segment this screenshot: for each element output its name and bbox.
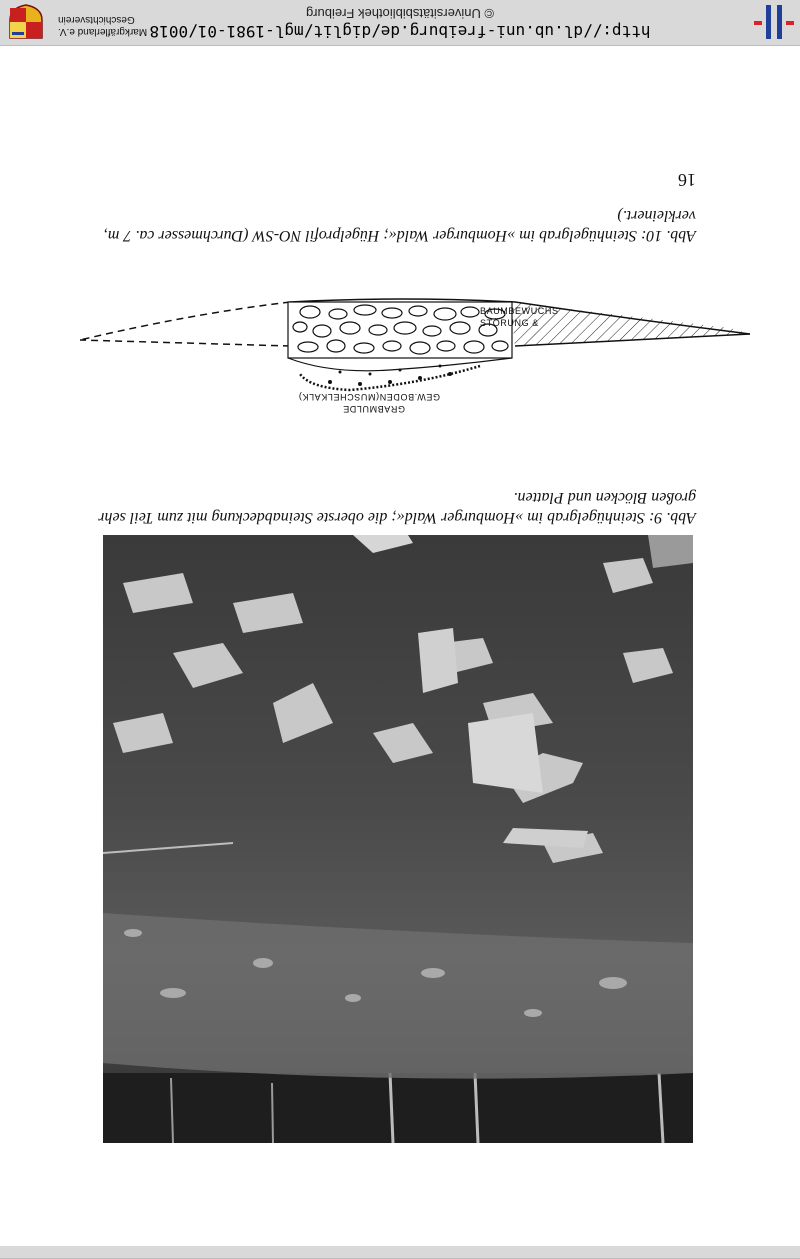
page-number: 16 — [678, 170, 696, 190]
library-footer-banner — [0, 0, 800, 46]
previous-page-banner — [0, 1246, 800, 1259]
society-name-line1: Markgräflerland e.V. — [58, 26, 148, 37]
digital-copy-url-link[interactable]: http://dl.ub.uni-freiburg.de/diglit/mgl-1981-01/0018 — [149, 22, 651, 41]
figure-9-caption: Abb. 9: Steinhügelgrab im »Homburger Wald«; die oberste Steinabdeckung mit zum Teil sehr großen Blöcken und Platten. — [98, 489, 696, 526]
society-name — [58, 13, 147, 37]
label-stoerung-line2: BAUMBEWUCHS — [480, 306, 559, 316]
figure-10-caption: Abb. 10: Steinhügelgrab im »Homburger Wald«; Hügelprofil NO-SW (Durchmesser ca. 7 m, verkleinert.) — [103, 207, 696, 244]
excavation-photo — [103, 535, 693, 1143]
coat-of-arms-icon — [8, 4, 44, 40]
label-grabmulde: GRABMULDE — [342, 404, 405, 414]
burial-mound-profile-diagram — [50, 274, 750, 414]
society-name-line2: Geschichtsverein — [58, 14, 135, 25]
label-stoerung-line1: STÖRUNG & — [480, 318, 539, 328]
label-gewachsener-boden: GEW.BODEN(MUSCHELKALK) — [298, 392, 440, 402]
copyright-notice: © Universitätsbibliothek Freiburg — [305, 6, 495, 21]
